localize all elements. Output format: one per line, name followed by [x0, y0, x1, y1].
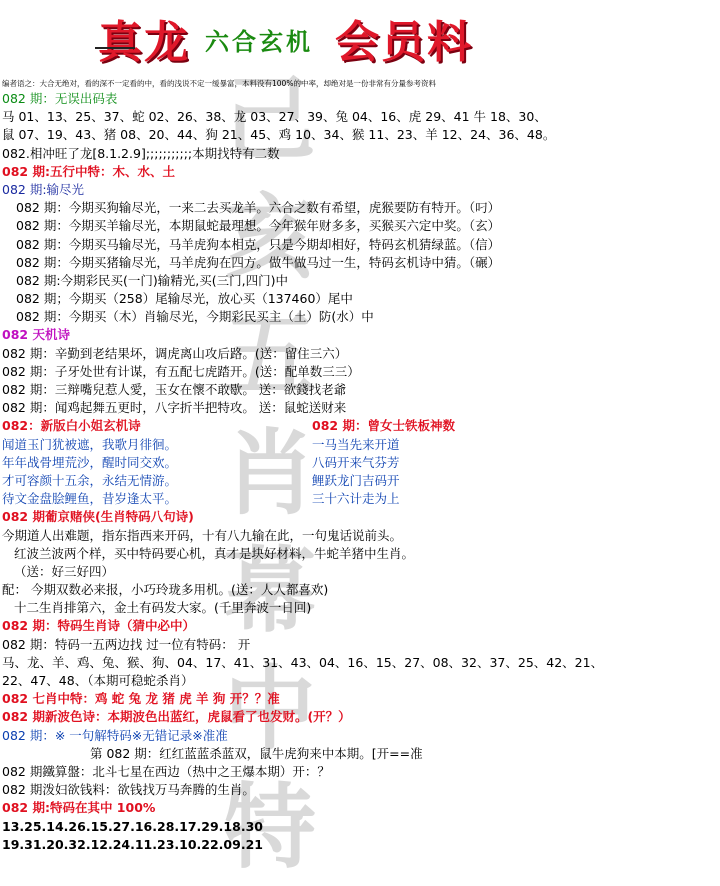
text-line: 22、47、48、（本期可稳蛇杀肖） — [2, 673, 194, 688]
poem-left: 才可容颜十五余，永结无情游。 — [2, 472, 178, 488]
text-line: 马、龙、羊、鸡、兔、猴、狗、04、17、41、31、43、04、16、15、27、08、32、37、25、42、21、 — [2, 654, 604, 670]
text-line: 082 期葡京赌侠(生肖特码八句诗) — [2, 509, 194, 525]
text-line: 082 期：今期买狗输尽光，一来二去买龙羊。六合之数有希望，虎猴要防有特开。（叼） — [16, 200, 501, 216]
poem-left: 待文金盘脍鲤鱼，昔岁逢太平。 — [2, 491, 178, 507]
poem-right: 八码开来气芬芳 — [312, 454, 400, 470]
two-col-row — [2, 454, 718, 472]
text-line: 十二生肖排第六，金土有码发大家。(千里奔波一日回) — [14, 600, 312, 616]
watermark-char: 肖 — [223, 419, 316, 527]
header — [0, 0, 720, 72]
text-line: 082 期：三辩嘴兒惹人愛，玉女在懷不敢歇。 送：欲錢找老爺 — [2, 382, 347, 397]
two-col-row — [2, 472, 718, 490]
left-title: 082：新版白小姐玄机诗 — [2, 418, 141, 434]
text-line: 082 期；今期买（258）尾输尽光，放心买（137460）尾中 — [16, 291, 353, 307]
text-line: 13.25.14.26.15.27.16.28.17.29.18.30 — [2, 818, 263, 834]
watermark-char: 己 — [223, 65, 316, 173]
title-right: 会员料 — [335, 17, 473, 68]
text-line: 082 期：今期买猪输尽光，马羊虎狗在四方。做牛做马过一生，特码玄机诗中猜。（碾） — [16, 254, 501, 270]
poem-right: 三十六计走为上 — [312, 491, 400, 507]
poem-right: 一马当先来开道 — [312, 436, 400, 452]
title-mid: 六合玄机 — [205, 27, 313, 56]
watermark-char: 亥 — [223, 183, 316, 291]
text-line: 鼠 07、19、43、猪 08、20、44、狗 21、45、鸡 10、34、猴 11、23、羊 12、24、36、48。 — [2, 127, 556, 143]
text-line: 082 天机诗 — [2, 327, 70, 343]
text-line: 今期道人出难题，指东指西来开码，十有八九输在此，一句鬼话说前头。 — [2, 527, 403, 543]
text-line: 马 01、13、25、37、蛇 02、26、38、龙 03、27、39、兔 04、16、虎 29、41 牛 18、30、 — [2, 109, 547, 125]
text-line: 082 七肖中特：鸡 蛇 兔 龙 猪 虎 羊 狗 开？？准 — [2, 691, 280, 707]
text-line: 第 082 期：红红蓝蓝杀蓝双，鼠牛虎狗来中本期。[开==准 — [90, 745, 423, 761]
text-line: 红波兰波两个样，买中特码要心机，真才是块好材料，牛蛇羊猪中生肖。 — [14, 545, 415, 561]
section-main — [2, 90, 718, 417]
text-line: 082 期:输尽光 — [2, 181, 85, 197]
watermark-char: 中 — [223, 655, 316, 763]
two-col-row — [2, 436, 718, 454]
text-line: 082 期：闻鸡起舞五更时，八字折半把特攻。 送：鼠蛇送财来 — [2, 400, 347, 416]
text-line: 082 期：今期买羊输尽光，本期鼠蛇最理想。今年猴年财多多，买猴买六定中奖。（玄） — [16, 218, 501, 234]
text-line: 082 期:五行中特：木、水、土 — [2, 163, 175, 179]
text-line: 082 期鐵算盤：北斗七星在西边（热中之王爆本期）开：？ — [2, 763, 330, 779]
text-line: 配： 今期双数必来报，小巧玲珑多用机。(送：人人都喜欢) — [2, 582, 329, 598]
text-line: 082 期:特码在其中 100% — [2, 800, 156, 816]
section-lower — [2, 508, 718, 854]
watermark-char: 特 — [223, 773, 316, 881]
watermark-char: 五 — [223, 301, 316, 409]
text-line: 082 期：特码一五两边找 过一位有特码： 开 — [2, 636, 251, 652]
text-line: 082 期新波色诗：本期波色出蓝红，虎鼠看了也发财。(开？） — [2, 709, 351, 725]
text-line: 082.相冲旺了龙[8.1.2.9];;;;;;;;;;;本期找特有二数 — [2, 145, 280, 161]
two-col-row — [2, 490, 718, 508]
two-col-header — [2, 417, 718, 435]
text-line: 082 期：子牙处世有计谋，有五配七虎踏开。(送：配单数三三） — [2, 363, 360, 379]
text-line: 082 期：无误出码表 — [2, 91, 118, 106]
title-underline — [95, 47, 135, 49]
title-left: 真龙 — [98, 17, 190, 68]
poem-right: 鲤跃龙门吉码开 — [312, 472, 400, 488]
text-line: 082 期:今期彩民买(一门)输精光,买(三门,四门)中 — [16, 272, 288, 288]
text-line: 082 期：※ 一句解特码※无错记录※准准 — [2, 727, 228, 743]
right-title: 082 期：曾女士铁板神数 — [312, 418, 455, 434]
text-line: 19.31.20.32.12.24.11.23.10.22.09.21 — [2, 836, 263, 852]
text-line: 082 期：辛勤到老结果坏，调虎离山攻后路。(送：留住三六） — [2, 345, 348, 361]
text-line: （送：好三好四） — [14, 563, 115, 579]
poem-left: 年年战骨埋荒沙，醒时同交欢。 — [2, 454, 178, 470]
text-line: 082 期：今期买（木）肖输尽光，今期彩民买主（土）防(水）中 — [16, 309, 374, 325]
poem-left: 闻道玉门犹被遮，我歌月徘徊。 — [2, 436, 178, 452]
content — [2, 78, 718, 854]
text-line: 082 期：特码生肖诗（猜中必中） — [2, 618, 195, 634]
intro-text: 编者语之：大合无绝对，看的深不一定看的中，看的浅说不定一缓暴富，本料没有100%的中率，却绝对是一份非常有分量参考资料 — [2, 79, 436, 88]
watermark-char: 幕 — [223, 537, 316, 645]
text-line: 082 期：今期买马输尽光，马羊虎狗本相克，只是今期却相好，特码玄机猜绿蓝。（信） — [16, 236, 501, 252]
text-line: 082 期泼妇欲钱料：欲钱找万马奔腾的生肖。 — [2, 782, 255, 798]
